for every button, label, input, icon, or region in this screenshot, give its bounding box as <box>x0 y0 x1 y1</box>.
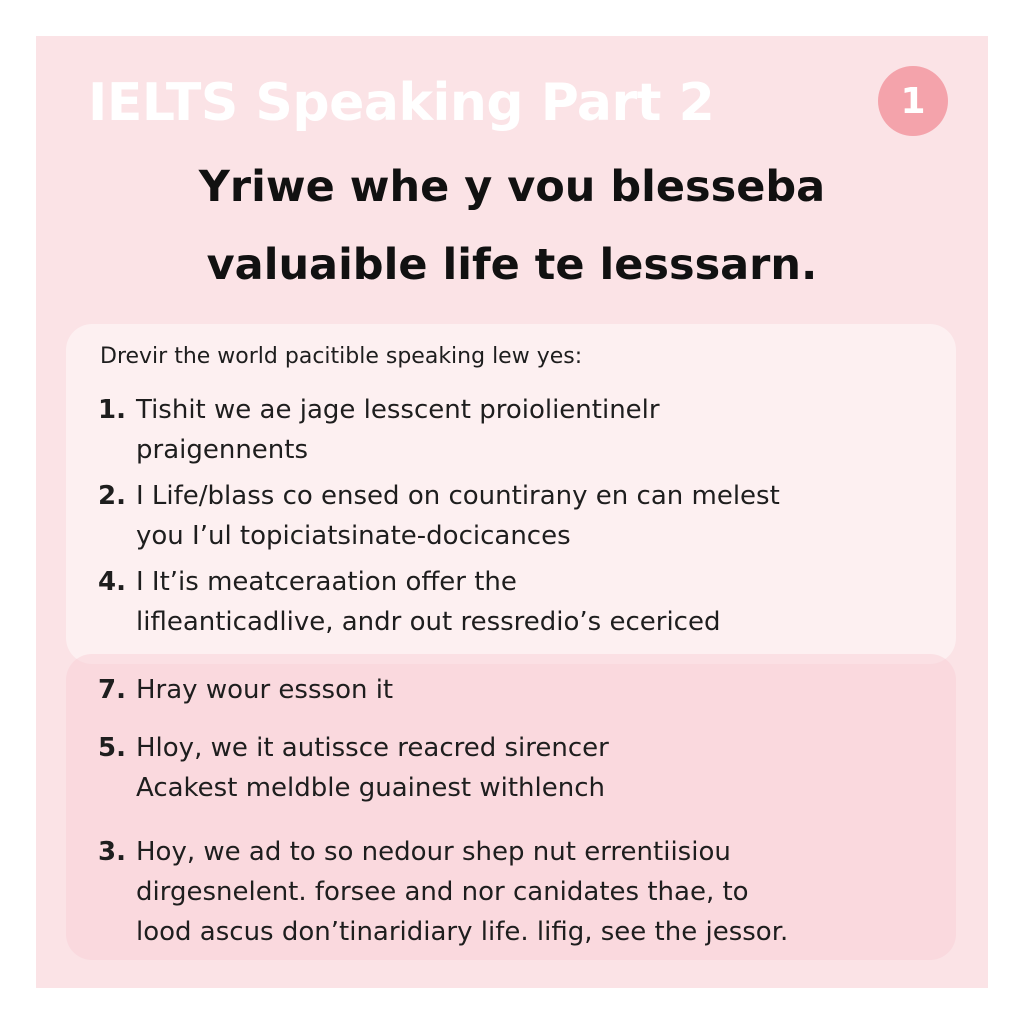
list-item-text: Hloy, we it autissce reacred sirencer Acakest meldble guainest withlench <box>136 733 609 803</box>
list-item-number: 4. <box>98 567 126 597</box>
list-item <box>98 562 958 642</box>
list-item-number: 1. <box>98 395 126 425</box>
list-item-text: I It’is meatceraation offer the lifleanticadlive, andr out ressredio’s ecericed <box>136 567 721 637</box>
cue-card-question <box>66 148 958 304</box>
list-item <box>98 390 958 470</box>
question-line-2: valuaible life te lesssarn. <box>206 240 818 290</box>
list-item-text: Tishit we ae jage lesscent proiolientinelr praigennents <box>136 395 660 465</box>
list-item-text: Hoy, we ad to so nedour shep nut errentiisiou dirgesnelent. forsee and nor canidates thae, to lood ascus don’tinaridiary life. lifig, see the jessor. <box>136 837 789 947</box>
prompt-intro: Drevir the world pacitible speaking lew yes: <box>100 344 583 369</box>
question-line-1: Yriwe whe y vou blesseba <box>198 162 826 212</box>
list-item <box>98 832 958 952</box>
number-badge: 1 <box>878 66 948 136</box>
topic-card <box>36 36 988 988</box>
list-item-number: 3. <box>98 837 126 867</box>
list-item <box>98 476 958 556</box>
list-item-number: 2. <box>98 481 126 511</box>
list-item <box>98 670 958 710</box>
list-item-number: 7. <box>98 675 126 705</box>
list-item-text: Hray wour essson it <box>136 675 394 705</box>
list-item-text: I Life/blass co ensed on countirany en can melest you I’ul topiciatsinate-docicances <box>136 481 780 551</box>
page-title: IELTS Speaking Part 2 <box>88 73 715 133</box>
list-item <box>98 728 958 808</box>
list-item-number: 5. <box>98 733 126 763</box>
